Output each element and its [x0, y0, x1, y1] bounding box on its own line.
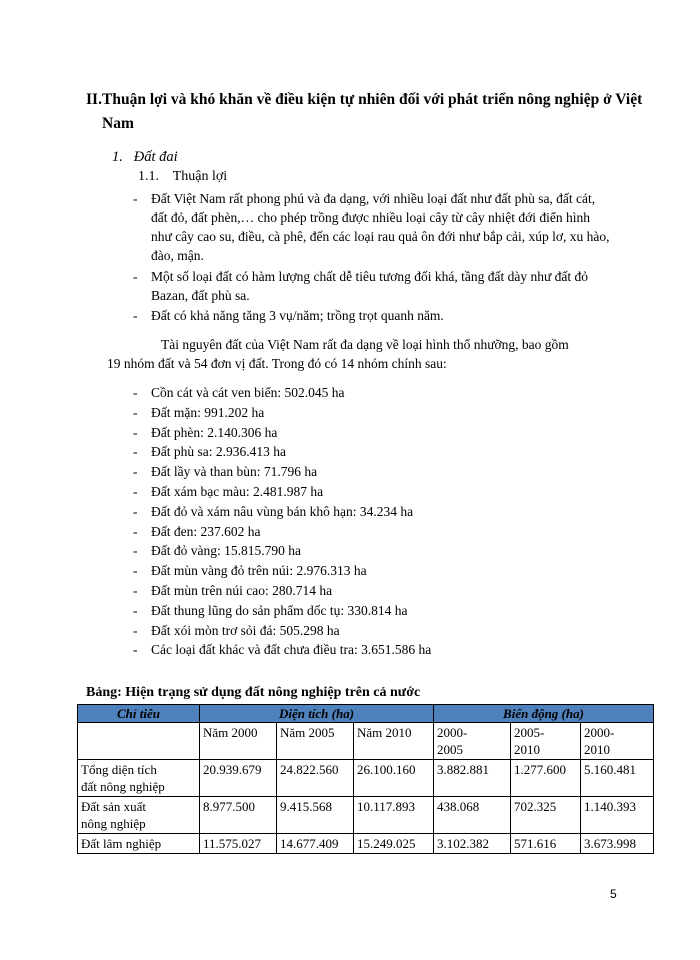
- table-cell: [78, 723, 200, 760]
- table-cell: 702.325: [511, 797, 581, 834]
- table-cell: 11.575.027: [200, 834, 277, 854]
- section-heading-text: Thuận lợi và khó khăn về điều kiện tự nhiên đối với phát triển nông nghiệp ở Việt Nam: [102, 91, 643, 132]
- table-cell: 24.822.560: [277, 760, 354, 797]
- table-row: [78, 797, 654, 834]
- subheading-advantages-title: Thuận lợi: [172, 169, 228, 184]
- table-cell: 15.249.025: [354, 834, 434, 854]
- table-row: [78, 760, 654, 797]
- subheading-advantages: [138, 169, 227, 185]
- subheading-land: [112, 149, 178, 166]
- section-heading: [86, 88, 646, 136]
- table-cell: 438.068: [434, 797, 511, 834]
- year-header: Năm 2000: [200, 723, 277, 760]
- table-cell: 10.117.893: [354, 797, 434, 834]
- table-subheader-row: [78, 723, 654, 760]
- table-row: [78, 834, 654, 854]
- table-cell: 8.977.500: [200, 797, 277, 834]
- advantage-item: - Một số loại đất có hàm lượng chất dễ tiêu tương đối khá, tầng đất dày như đất đỏ Bazan, đất phù sa.: [133, 267, 613, 305]
- year-header: Năm 2010: [354, 723, 434, 760]
- advantage-item: - Đất Việt Nam rất phong phú và đa dạng, với nhiều loại đất như đất phù sa, đất cát, đất đỏ, đất phèn,… cho phép trồng được nhiều loại cây từ cây nhiệt đới điển hình như cây cao su, điều, cà phê, đến các loại rau quả ôn đới như bắp cải, xúp lơ, xu hào, đào, mận.: [133, 189, 613, 267]
- advantage-item: - Đất có khả năng tăng 3 vụ/năm; trồng trọt quanh năm.: [133, 306, 613, 325]
- header-area: Diện tích (ha): [200, 705, 434, 723]
- subheading-land-number: 1.: [112, 149, 123, 165]
- row-label: Đất lâm nghiệp: [78, 834, 200, 854]
- subheading-advantages-number: 1.1.: [138, 169, 159, 184]
- table-cell: 1.277.600: [511, 760, 581, 797]
- subheading-land-title: Đất đai: [133, 149, 178, 165]
- table-cell: 571.616: [511, 834, 581, 854]
- period-header: 2000- 2005: [434, 723, 511, 760]
- period-header: 2000- 2010: [581, 723, 654, 760]
- land-use-table: [77, 704, 654, 854]
- table-header-row: [78, 705, 654, 723]
- period-header: 2005- 2010: [511, 723, 581, 760]
- advantage-text: Đất Việt Nam rất phong phú và đa dạng, với nhiều loại đất như đất phù sa, đất cát, đất đỏ, đất phèn,… cho phép trồng được nhiều loại cây từ cây nhiệt đới điển hình như cây cao su, điều, cà phê, đến các loại rau quả ôn đới như bắp cải, xúp lơ, xu hào, đào, mận.: [151, 191, 610, 263]
- table-cell: 9.415.568: [277, 797, 354, 834]
- table-caption: Bảng: Hiện trạng sử dụng đất nông nghiệp trên cả nước: [86, 685, 421, 700]
- header-indicator: Chỉ tiêu: [78, 705, 200, 723]
- table-cell: 3.102.382: [434, 834, 511, 854]
- header-change: Biến động (ha): [434, 705, 654, 723]
- table-cell: 26.100.160: [354, 760, 434, 797]
- section-heading-number: II.: [86, 91, 102, 108]
- year-header: Năm 2005: [277, 723, 354, 760]
- table-cell: 1.140.393: [581, 797, 654, 834]
- table-cell: 20.939.679: [200, 760, 277, 797]
- row-label: Đất sản xuất nông nghiệp: [78, 797, 200, 834]
- paragraph-line-2: 19 nhóm đất và 54 đơn vị đất. Trong đó có 14 nhóm chính sau:: [107, 356, 447, 371]
- table-cell: 3.882.881: [434, 760, 511, 797]
- row-label: Tổng diện tích đất nông nghiệp: [78, 760, 200, 797]
- table-cell: 5.160.481: [581, 760, 654, 797]
- advantage-text: Một số loại đất có hàm lượng chất dễ tiêu tương đối khá, tầng đất dày như đất đỏ Bazan, đất phù sa.: [151, 269, 589, 303]
- page-number: 5: [610, 887, 617, 901]
- advantage-text: Đất có khả năng tăng 3 vụ/năm; trồng trọt quanh năm.: [151, 308, 444, 323]
- table-cell: 3.673.998: [581, 834, 654, 854]
- table-cell: 14.677.409: [277, 834, 354, 854]
- paragraph-line-1: Tài nguyên đất của Việt Nam rất đa dạng về loại hình thổ nhưỡng, bao gồm: [161, 337, 569, 352]
